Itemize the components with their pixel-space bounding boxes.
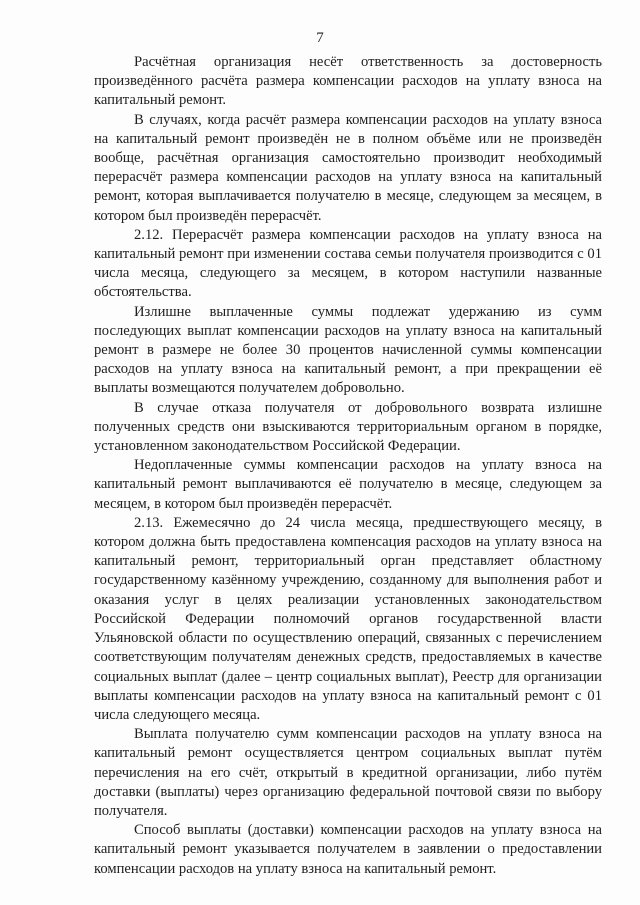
paragraph-2-12: 2.12. Перерасчёт размера компенсации расходов на уплату взноса на капитальный ремонт при изменении состава семьи получателя производится с 01 числа месяца, следующего за месяцем, в котором наступили названные обстоятельства. — [94, 226, 602, 301]
paragraph-2-13: 2.13. Ежемесячно до 24 числа месяца, предшествующего месяцу, в котором должна быть предоставлена компенсация расходов на уплату взноса на капитальный ремонт, территориальный орган представляет областному государственному казённому учреждению, созданному для выполнения работ и оказания услуг в целях реализации установленных законодательством Российской Федерации полномочий органов государственной власти Ульяновской области по осуществлению операций, связанных с перечислением соответствующим получателям денежных средств, предоставляемых в качестве социальных выплат (далее – центр социальных выплат), Реестр для организации выплаты компенсации расходов на уплату взноса на капитальный ремонт с 01 числа следующего месяца. — [94, 514, 602, 723]
paragraph-responsibility: Расчётная организация несёт ответственность за достоверность произведённого расчёта размера компенсации расходов на уплату взноса на капитальный ремонт. — [94, 54, 602, 109]
page-number: 7 — [316, 30, 324, 46]
paragraph-incomplete-calculation: В случаях, когда расчёт размера компенсации расходов на уплату взноса на капитальный ремонт произведён не в полном объёме или не произведён вообще, расчётная организация самостоятельно производит необходимый перерасчёт размера компенсации расходов на уплату взноса на капитальный ремонт, которая выплачивается получателю в месяце, следующем за месяцем, в котором был произведён перерасчёт. — [94, 111, 602, 224]
paragraph-payment-delivery: Выплата получателю сумм компенсации расходов на уплату взноса на капитальный ремонт осуществляется центром социальных выплат путём перечисления на его счёт, открытый в кредитной организации, либо путём доставки (выплаты) через организацию федеральной почтовой связи по выбору получателя. — [94, 726, 602, 819]
document-body — [94, 53, 602, 879]
paragraph-overpaid-sums: Излишне выплаченные суммы подлежат удержанию из сумм последующих выплат компенсации расходов на уплату взноса на капитальный ремонт в размере не более 30 процентов начисленной суммы компенсации расходов на уплату взноса на капитальный ремонт, а при прекращении её выплаты возмещаются получателем добровольно. — [94, 303, 602, 397]
paragraph-payment-method: Способ выплаты (доставки) компенсации расходов на уплату взноса на капитальный ремонт указывается получателем в заявлении о предоставлении компенсации расходов на уплату взноса на капитальный ремонт. — [94, 822, 602, 877]
paragraph-refusal-refund: В случае отказа получателя от добровольного возврата излишне полученных средств они взыскиваются территориальным органом в порядке, установленном законодательством Российской Федерации. — [94, 399, 602, 455]
paragraph-underpaid-sums: Недоплаченные суммы компенсации расходов на уплату взноса на капитальный ремонт выплачиваются её получателю в месяце, следующем за месяцем, в котором был произведён перерасчёт. — [94, 457, 602, 512]
